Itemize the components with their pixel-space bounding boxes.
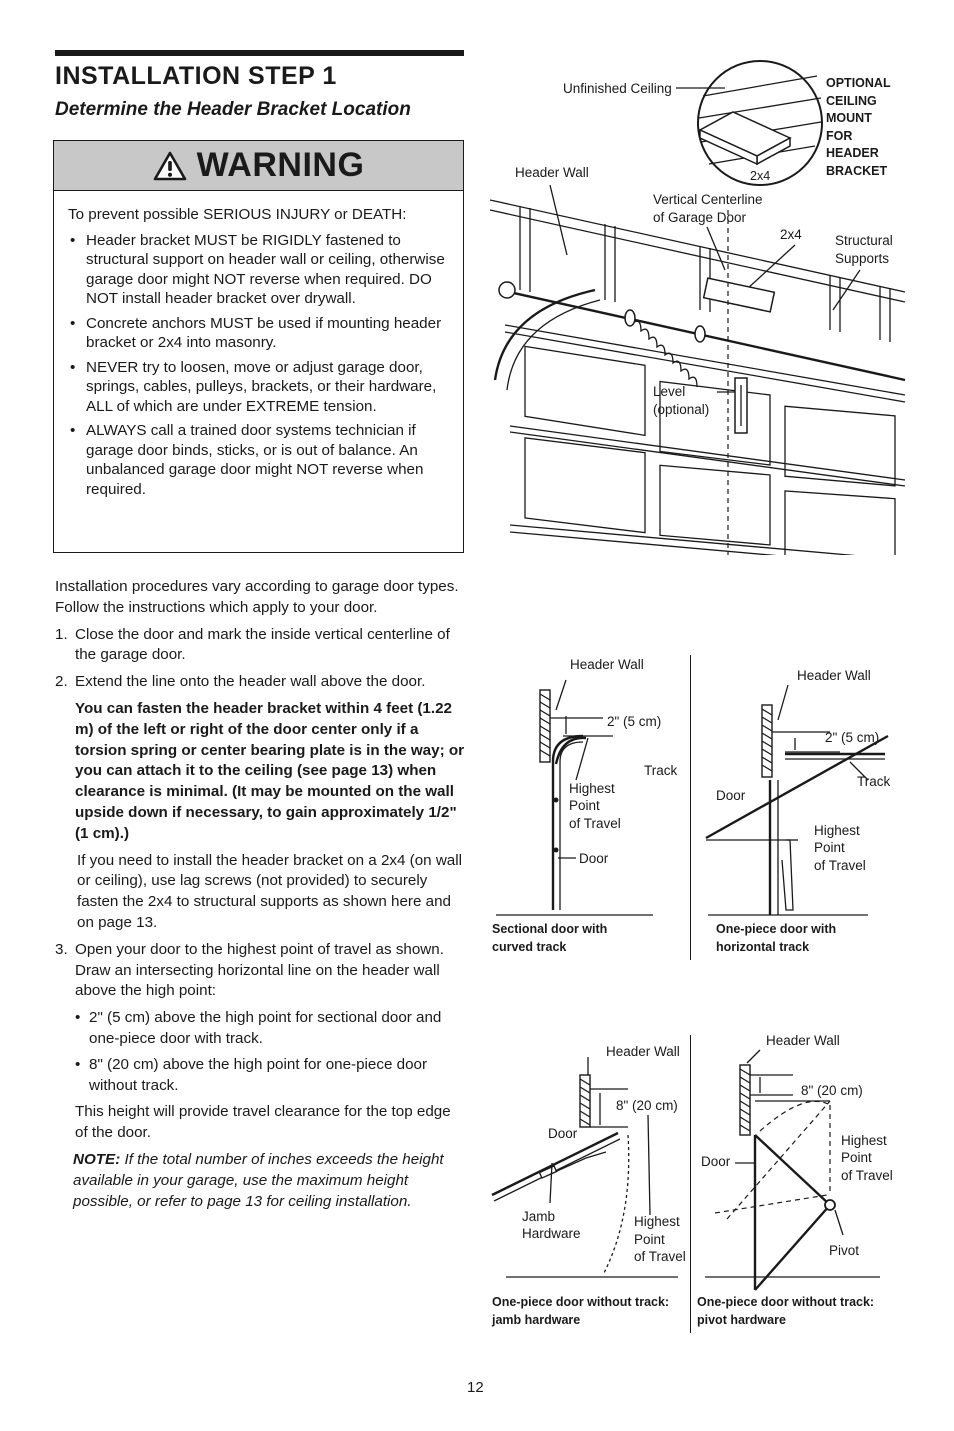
note-text: If the total number of inches exceeds the height available in your garage, use the maximum height possible, or refer to page 13 for ceiling installation. bbox=[73, 1150, 444, 1210]
two-by-four-label: 2x4 bbox=[780, 227, 802, 242]
jamb-hardware-diagram bbox=[488, 1035, 688, 1335]
level-label-1: Level bbox=[653, 384, 686, 399]
diagram-divider bbox=[690, 1035, 691, 1333]
title-rule bbox=[55, 50, 464, 56]
warning-list bbox=[68, 231, 449, 500]
one-piece-header-wall-label: Header Wall bbox=[797, 668, 871, 683]
page-title: INSTALLATION STEP 1 bbox=[55, 62, 337, 90]
level-label-2: (optional) bbox=[653, 402, 710, 417]
one-piece-caption-1: One-piece door with bbox=[716, 922, 837, 936]
optional-mount-label-1: OPTIONAL bbox=[826, 76, 891, 90]
step-1: 1. Close the door and mark the inside vertical centerline of the garage door. bbox=[55, 625, 450, 664]
pivot-clearance-label: 8" (20 cm) bbox=[801, 1083, 863, 1098]
one-piece-highest-label-1: Highest bbox=[814, 823, 860, 838]
warning-triangle-icon bbox=[153, 151, 187, 181]
structural-supports-label-1: Structural bbox=[835, 233, 893, 248]
jamb-hardware-label-1: Jamb bbox=[522, 1209, 556, 1224]
clearance-note: This height will provide travel clearance for the top edge of the door. bbox=[75, 1103, 451, 1142]
optional-mount-label-3: MOUNT bbox=[826, 111, 872, 125]
one-piece-track-diagram bbox=[700, 660, 890, 960]
pivot-highest-label-3: of Travel bbox=[841, 1168, 893, 1183]
pivot-caption-1: One-piece door without track: bbox=[697, 1295, 875, 1309]
pivot-highest-label-1: Highest bbox=[841, 1133, 887, 1148]
sectional-highest-label-3: of Travel bbox=[569, 816, 621, 831]
pivot-caption-2: pivot hardware bbox=[697, 1313, 786, 1327]
two-by-four-note: If you need to install the header bracket on a 2x4 (on wall or ceiling), use lag screws (not provided) to securely fasten the 2x4 to structural supports as shown here and on page 13. bbox=[77, 851, 462, 931]
instructions-intro: Installation procedures vary according to garage door types. Follow the instructions which apply to your door. bbox=[55, 578, 459, 616]
page-subtitle: Determine the Header Bracket Location bbox=[55, 99, 411, 120]
one-piece-track-label: Track bbox=[857, 774, 890, 789]
note-label: NOTE: bbox=[73, 1150, 121, 1168]
jamb-highest-label-1: Highest bbox=[634, 1214, 680, 1229]
warning-label: WARNING bbox=[196, 146, 365, 184]
one-piece-clearance-label: 2" (5 cm) bbox=[825, 730, 880, 745]
warning-box bbox=[53, 140, 464, 553]
jamb-highest-label-3: of Travel bbox=[634, 1249, 686, 1264]
warning-intro: To prevent possible SERIOUS INJURY or DEATH: bbox=[68, 206, 407, 223]
pivot-header-wall-label: Header Wall bbox=[766, 1033, 840, 1048]
ceiling-mount-inset bbox=[676, 61, 822, 185]
step-3: 3. Open your door to the highest point of travel as shown. Draw an intersecting horizontal line on the header wall above the high point: bbox=[55, 940, 444, 1000]
unfinished-ceiling-label: Unfinished Ceiling bbox=[563, 81, 672, 96]
header-wall-label: Header Wall bbox=[515, 165, 589, 180]
optional-mount-label-4: FOR bbox=[826, 129, 853, 143]
garage-header-illustration bbox=[485, 60, 909, 555]
warning-item: • Header bracket MUST be RIGIDLY fastened to structural support on header wall or ceiling, otherwise garage door might NOT reverse when required. DO NOT install header bracket over drywall. bbox=[68, 231, 449, 309]
diagram-divider bbox=[690, 655, 691, 960]
sectional-caption-2: curved track bbox=[492, 940, 567, 954]
ceiling-note bbox=[55, 1150, 467, 1212]
warning-item: • Concrete anchors MUST be used if mounting header bracket or 2x4 into masonry. bbox=[68, 314, 449, 353]
jamb-caption-1: One-piece door without track: bbox=[492, 1295, 670, 1309]
sectional-highest-label-2: Point bbox=[569, 798, 600, 813]
jamb-highest-label-2: Point bbox=[634, 1232, 665, 1247]
one-piece-highest-label-2: Point bbox=[814, 840, 845, 855]
torsion-spring bbox=[500, 290, 905, 387]
pivot-pivot-label: Pivot bbox=[829, 1243, 860, 1258]
step-2: 2. Extend the line onto the header wall above the door. bbox=[55, 673, 426, 691]
sectional-door-label: Door bbox=[579, 851, 609, 866]
sectional-highest-label-1: Highest bbox=[569, 781, 615, 796]
pivot-door-label: Door bbox=[701, 1154, 731, 1169]
warning-item: • ALWAYS call a trained door systems technician if garage door binds, sticks, or is out of balance. An unbalanced garage door might NOT reverse when required. bbox=[68, 421, 449, 499]
height-item: • 8" (20 cm) above the high point for one-piece door without track. bbox=[75, 1055, 467, 1097]
sectional-caption-1: Sectional door with bbox=[492, 922, 608, 936]
jamb-caption-2: jamb hardware bbox=[492, 1313, 581, 1327]
jamb-clearance-label: 8" (20 cm) bbox=[616, 1098, 678, 1113]
jamb-hardware-label-2: Hardware bbox=[522, 1226, 581, 1241]
structural-supports-label-2: Supports bbox=[835, 251, 890, 266]
warning-item: • NEVER try to loosen, move or adjust garage door, springs, cables, pulleys, brackets, or their hardware, ALL of which are under EXTREME tension. bbox=[68, 358, 449, 417]
pivot-highest-label-2: Point bbox=[841, 1150, 872, 1165]
centerline-label-2: of Garage Door bbox=[653, 210, 747, 225]
jamb-header-wall-label: Header Wall bbox=[606, 1044, 680, 1059]
one-piece-door-label: Door bbox=[716, 788, 746, 803]
centerline-label-1: Vertical Centerline bbox=[653, 192, 763, 207]
optional-mount-label-6: BRACKET bbox=[826, 164, 888, 178]
warning-header bbox=[54, 141, 463, 191]
height-item: • 2" (5 cm) above the high point for sectional door and one-piece door with track. bbox=[75, 1008, 467, 1050]
sectional-track-label: Track bbox=[644, 763, 678, 778]
instructions bbox=[55, 577, 467, 1218]
optional-mount-label-5: HEADER bbox=[826, 146, 879, 160]
pivot-hardware-diagram bbox=[695, 1025, 895, 1335]
sectional-header-wall-label: Header Wall bbox=[570, 657, 644, 672]
sectional-clearance-label: 2" (5 cm) bbox=[607, 714, 662, 729]
height-list bbox=[55, 1008, 467, 1096]
optional-mount-label-2: CEILING bbox=[826, 94, 877, 108]
warning-body bbox=[54, 191, 463, 499]
one-piece-caption-2: horizontal track bbox=[716, 940, 810, 954]
jamb-door-label: Door bbox=[548, 1126, 578, 1141]
one-piece-highest-label-3: of Travel bbox=[814, 858, 866, 873]
inset-2x4-label: 2x4 bbox=[750, 169, 771, 183]
bracket-location-note: You can fasten the header bracket within 4 feet (1.22 m) of the left or right of the door center only if a torsion spring or center bearing plate is in the way; or you can attach it to the ceiling (see page 13) when clearance is minimal. (It may be mounted on the wall upside down if necessary, to gain approximately 1/2" (1 cm).) bbox=[75, 699, 465, 842]
sectional-door-diagram bbox=[488, 650, 688, 960]
page-number: 12 bbox=[467, 1379, 484, 1396]
